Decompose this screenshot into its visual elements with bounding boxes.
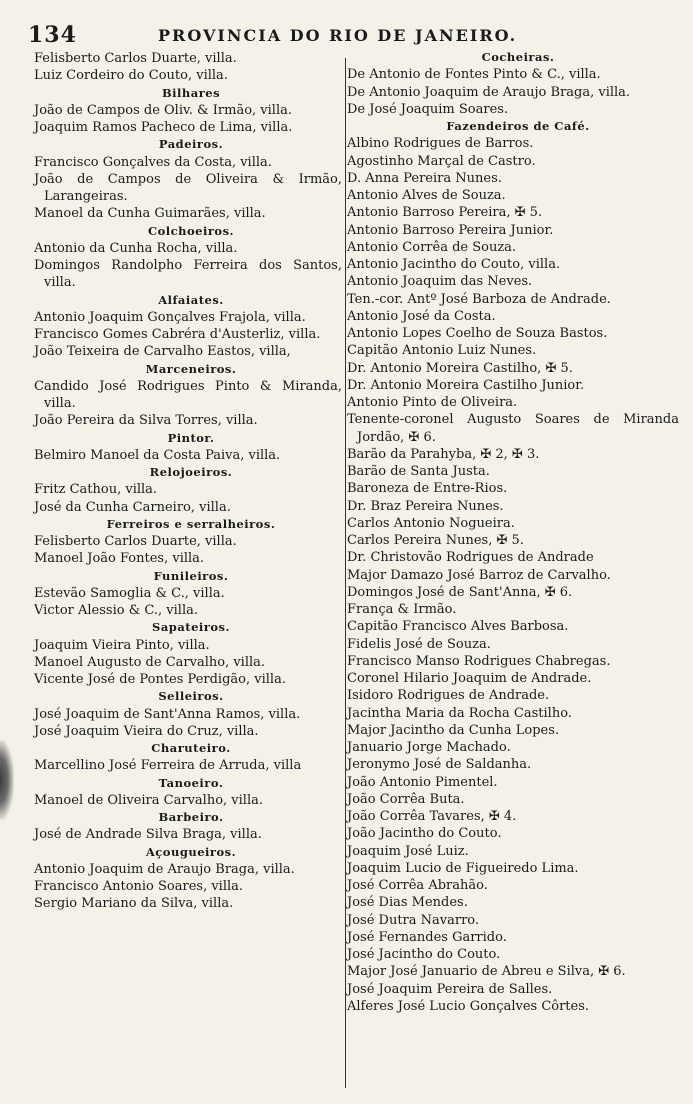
directory-entry: Francisco Gomes Cabréra d'Austerliz, villa.: [34, 327, 321, 342]
directory-entry: Jacintha Maria da Rocha Castilho.: [347, 705, 572, 721]
section-heading: Açougueiros.: [145, 844, 237, 859]
directory-entry: Joaquim Lucio de Figueiredo Lima.: [347, 860, 579, 876]
directory-entry: Major Jacintho da Cunha Lopes.: [347, 722, 560, 738]
directory-entry: Antonio Alves de Souza.: [347, 188, 506, 203]
directory-entry: Antonio Jacintho do Couto, villa.: [347, 257, 561, 272]
directory-entry: Dr. Christovão Rodrigues de Andrade: [347, 550, 594, 566]
directory-entry: Antonio Lopes Coelho de Souza Bastos.: [347, 326, 608, 341]
directory-entry: Manoel de Oliveira Carvalho, villa.: [34, 792, 263, 808]
section-heading: Ferreiros e serralheiros.: [106, 516, 276, 531]
directory-entry: João Jacintho do Couto.: [347, 826, 502, 842]
directory-entry: Domingos Randolpho Ferreira dos Santos, villa.: [34, 258, 342, 291]
directory-entry: Agostinho Marçal de Castro.: [347, 153, 536, 169]
directory-entry: Manoel Augusto de Carvalho, villa.: [34, 654, 266, 670]
directory-entry: Francisco Manso Rodrigues Chabregas.: [347, 653, 611, 669]
directory-entry: Joaquim Ramos Pacheco de Lima, villa.: [34, 120, 293, 135]
left-column: [30, 50, 342, 913]
directory-entry: Marcellino José Ferreira de Arruda, villa: [34, 758, 302, 774]
ink-stain: [0, 740, 14, 820]
directory-entry: José Joaquim Pereira de Salles.: [347, 981, 553, 997]
directory-entry: Victor Alessio & C., villa.: [34, 603, 198, 618]
column-divider: [345, 58, 346, 1088]
directory-entry: José Jacintho do Couto.: [347, 947, 501, 962]
directory-entry: Antonio da Cunha Rocha, villa.: [34, 240, 238, 256]
directory-entry: Francisco Gonçalves da Costa, villa.: [34, 154, 272, 170]
section-heading: Tanoeiro.: [158, 775, 224, 790]
directory-entry: Dr. Antonio Moreira Castilho Junior.: [347, 377, 585, 393]
directory-entry: Fidelis José de Souza.: [347, 636, 491, 652]
directory-entry: Luiz Cordeiro do Couto, villa.: [34, 68, 228, 84]
directory-entry: João Pereira da Silva Torres, villa.: [34, 413, 258, 429]
directory-entry: Barão de Santa Justa.: [347, 464, 490, 479]
directory-entry: Barão da Parahyba, ✠ 2, ✠ 3.: [347, 446, 540, 462]
directory-entry: João Teixeira de Carvalho Eastos, villa,: [34, 344, 291, 360]
directory-entry: Domingos José de Sant'Anna, ✠ 6.: [347, 584, 573, 600]
directory-entry: Felisberto Carlos Duarte, villa.: [34, 51, 237, 66]
directory-entry: Carlos Pereira Nunes, ✠ 5.: [347, 533, 524, 548]
directory-entry: Antonio Pinto de Oliveira.: [347, 395, 518, 410]
directory-entry: D. Anna Pereira Nunes.: [347, 170, 502, 186]
directory-entry: Antonio Barroso Pereira Junior.: [347, 222, 554, 238]
directory-entry: José Corrêa Abrahão.: [347, 878, 488, 893]
section-heading: Alfaiates.: [158, 292, 224, 307]
directory-entry: João Corrêa Tavares, ✠ 4.: [347, 809, 517, 824]
directory-entry: Antonio José da Costa.: [347, 308, 496, 324]
directory-entry: João Antonio Pimentel.: [347, 774, 498, 790]
section-heading: Relojoeiros.: [149, 465, 233, 479]
directory-entry: Jeronymo José de Saldanha.: [347, 757, 532, 773]
directory-entry: José Dutra Navarro.: [347, 912, 480, 928]
directory-entry: Joaquim Vieira Pinto, villa.: [34, 637, 210, 653]
directory-entry: Coronel Hilario Joaquim de Andrade.: [347, 671, 592, 686]
directory-entry: José da Cunha Carneiro, villa.: [34, 499, 231, 515]
directory-entry: José Joaquim de Sant'Anna Ramos, villa.: [34, 706, 301, 722]
section-heading: Marceneiros.: [145, 361, 237, 376]
directory-entry: Estevão Samoglia & C., villa.: [34, 585, 225, 601]
directory-entry: Fritz Cathou, villa.: [34, 482, 158, 498]
directory-entry: Dr. Braz Pereira Nunes.: [347, 498, 504, 514]
directory-entry: Januario Jorge Machado.: [347, 740, 511, 755]
running-title: PROVINCIA DO RIO DE JANEIRO.: [158, 26, 518, 45]
page-header: [0, 22, 693, 48]
directory-entry: Joaquim José Luiz.: [347, 843, 469, 859]
directory-entry: Isidoro Rodrigues de Andrade.: [347, 688, 550, 704]
page-number: 134: [28, 22, 77, 48]
directory-entry: Dr. Antonio Moreira Castilho, ✠ 5.: [347, 360, 573, 376]
directory-entry: Alferes José Lucio Gonçalves Côrtes.: [347, 998, 590, 1014]
section-heading: Charuteiro.: [151, 741, 231, 755]
directory-entry: Tenente-coronel Augusto Soares de Miranda Jordão, ✠ 6.: [347, 412, 679, 445]
directory-entry: Antonio Corrêa de Souza.: [347, 239, 517, 255]
right-column: [347, 49, 679, 1015]
section-heading: Bilhares: [161, 85, 221, 100]
section-heading: Fazendeiros de Café.: [446, 119, 590, 133]
directory-entry: João de Campos de Oliveira & Irmão, Larangeiras.: [34, 171, 342, 204]
directory-entry: Capitão Antonio Luiz Nunes.: [347, 343, 537, 359]
directory-entry: José Joaquim Vieira do Cruz, villa.: [34, 723, 259, 739]
section-heading: Barbeiro.: [158, 810, 224, 824]
directory-entry: Antonio Barroso Pereira, ✠ 5.: [347, 205, 543, 221]
directory-entry: Albino Rodrigues de Barros.: [347, 136, 534, 152]
section-heading: Padeiros.: [158, 137, 224, 152]
directory-entry: Major Damazo José Barroz de Carvalho.: [347, 567, 611, 583]
section-heading: Funileiros.: [153, 568, 229, 583]
directory-entry: João de Campos de Oliv. & Irmão, villa.: [34, 102, 292, 118]
directory-entry: De Antonio de Fontes Pinto & C., villa.: [347, 67, 601, 83]
directory-entry: Manoel da Cunha Guimarães, villa.: [34, 206, 266, 222]
directory-entry: Manoel João Fontes, villa.: [34, 551, 205, 567]
directory-entry: José de Andrade Silva Braga, villa.: [34, 827, 262, 843]
directory-entry: Belmiro Manoel da Costa Paiva, villa.: [34, 447, 281, 463]
directory-entry: Francisco Antonio Soares, villa.: [34, 879, 244, 894]
directory-entry: Baroneza de Entre-Rios.: [347, 481, 508, 497]
directory-entry: Capitão Francisco Alves Barbosa.: [347, 619, 569, 635]
section-heading: Selleiros.: [158, 689, 224, 704]
directory-entry: Sergio Mariano da Silva, villa.: [34, 896, 234, 912]
directory-entry: De Antonio Joaquim de Araujo Braga, villa.: [347, 84, 631, 100]
directory-entry: José Fernandes Garrido.: [347, 929, 507, 945]
section-heading: Cocheiras.: [481, 50, 555, 64]
directory-entry: De José Joaquim Soares.: [347, 101, 509, 117]
directory-entry: Antonio Joaquim de Araujo Braga, villa.: [34, 861, 295, 877]
directory-entry: João Corrêa Buta.: [347, 791, 465, 807]
directory-entry: Vicente José de Pontes Perdigão, villa.: [34, 672, 286, 687]
directory-entry: Felisberto Carlos Duarte, villa.: [34, 534, 237, 549]
directory-entry: Antonio Joaquim Gonçalves Frajola, villa.: [34, 309, 306, 325]
section-heading: Sapateiros.: [152, 620, 230, 635]
directory-entry: França & Irmão.: [347, 602, 457, 617]
directory-entry: Antonio Joaquim das Neves.: [347, 274, 533, 290]
directory-entry: José Dias Mendes.: [347, 895, 468, 911]
directory-entry: Candido José Rodrigues Pinto & Miranda, villa.: [34, 378, 342, 411]
directory-entry: Major José Januario de Abreu e Silva, ✠ 6.: [347, 964, 626, 980]
section-heading: Pintor.: [167, 430, 215, 445]
section-heading: Colchoeiros.: [147, 223, 235, 238]
directory-entry: Carlos Antonio Nogueira.: [347, 515, 515, 531]
directory-entry: Ten.-cor. Antº José Barboza de Andrade.: [347, 291, 611, 307]
